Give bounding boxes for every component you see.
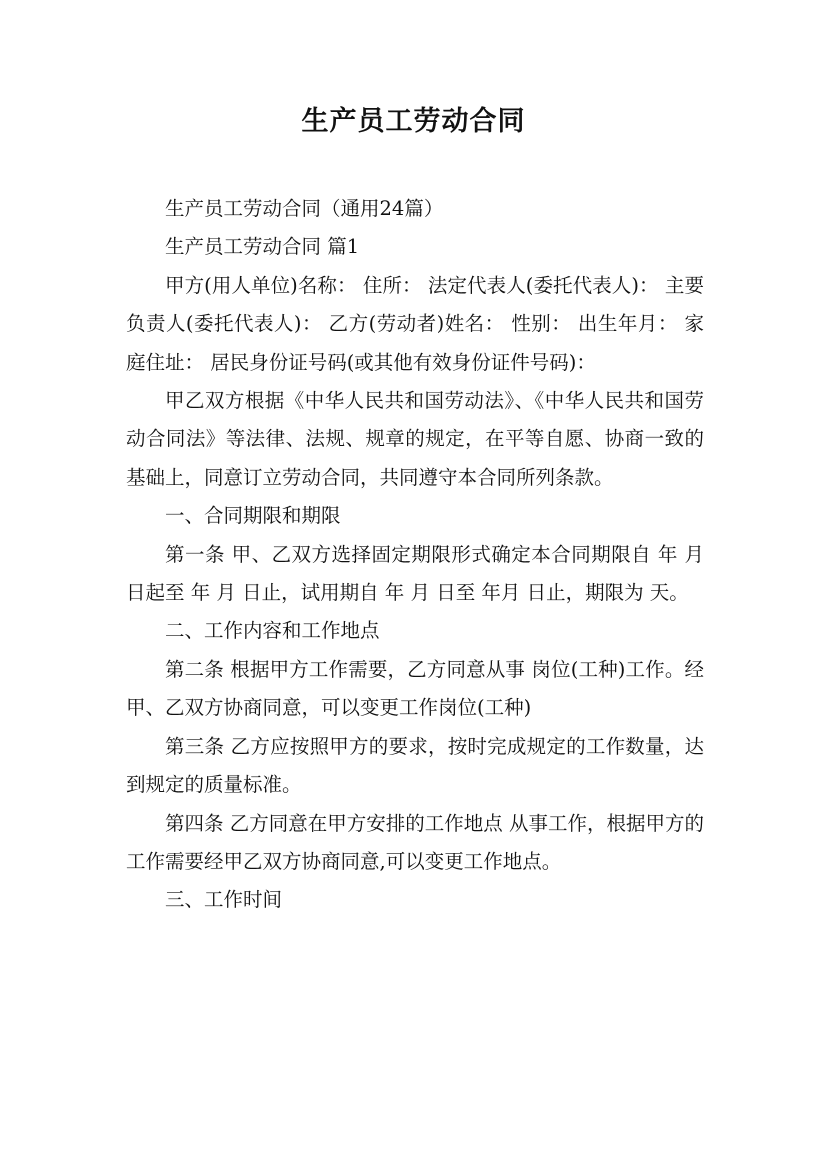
article-1: 第一条 甲、乙双方选择固定期限形式确定本合同期限自 年 月 日起至 年 月 日止，试用期自 年 月 日至 年月 日止，期限为 天。 xyxy=(126,542,704,605)
heading-contract-term: 一、合同期限和期限 xyxy=(165,504,341,528)
heading-working-hours: 三、工作时间 xyxy=(165,888,283,912)
paragraph-parties: 甲方(用人单位)名称： 住所： 法定代表人(委托代表人)： 主要负责人(委托代表人)： 乙方(劳动者)姓名： 性别： 出生年月： 家庭住址： 居民身份证号码(或其他有效身份证件号码)： xyxy=(126,273,704,374)
document-body xyxy=(126,190,704,920)
paragraph-section-heading: 生产员工劳动合同 篇1 xyxy=(165,235,360,259)
article-3: 第三条 乙方应按照甲方的要求，按时完成规定的工作数量，达到规定的质量标准。 xyxy=(126,734,704,797)
paragraph-subtitle: 生产员工劳动合同（通用24篇） xyxy=(165,197,444,220)
article-2: 第二条 根据甲方工作需要，乙方同意从事 岗位(工种)工作。经甲、乙双方协商同意，可以变更工作岗位(工种) xyxy=(126,657,704,720)
article-4: 第四条 乙方同意在甲方安排的工作地点 从事工作，根据甲方的工作需要经甲乙双方协商同意,可以变更工作地点。 xyxy=(126,811,704,873)
heading-work-content: 二、工作内容和工作地点 xyxy=(165,619,380,643)
paragraph-preamble: 甲乙双方根据《中华人民共和国劳动法》、《中华人民共和国劳动合同法》等法律、法规、规章的规定，在平等自愿、协商一致的基础上，同意订立劳动合同，共同遵守本合同所列条款。 xyxy=(126,389,704,489)
document-title: 生产员工劳动合同 xyxy=(301,106,526,137)
